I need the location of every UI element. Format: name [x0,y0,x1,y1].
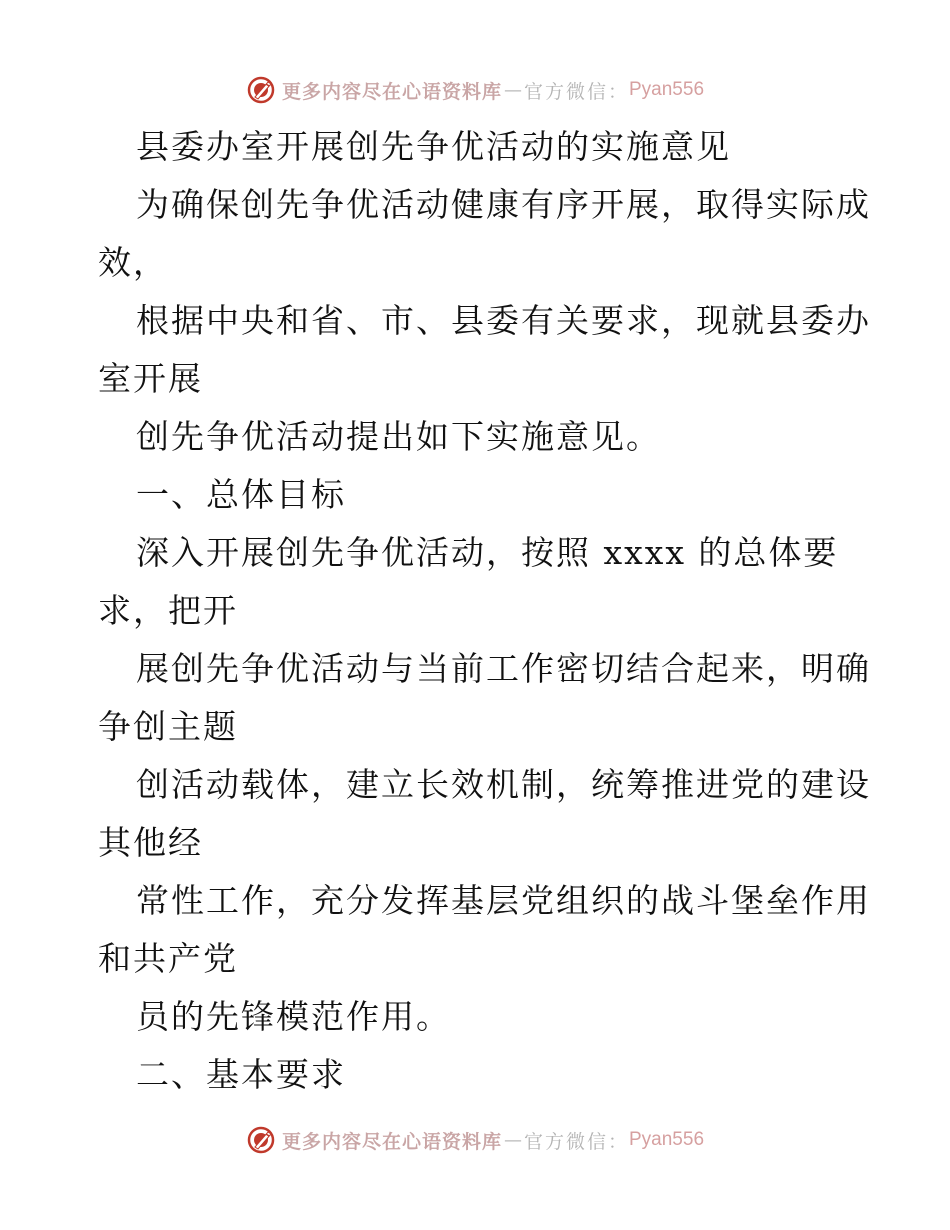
watermark-wechat-id: Pyan556 [629,1129,705,1150]
watermark-site-text: 更多内容尽在心语资料库 [281,1130,502,1153]
header-watermark [0,70,950,110]
doc-line: 室开展 [98,359,203,398]
watermark-site-text: 更多内容尽在心语资料库 [281,80,502,103]
doc-line: 争创主题 [98,707,238,746]
doc-line: 效， [98,243,168,282]
doc-line: 为确保创先争优活动健康有序开展，取得实际成 [136,185,871,224]
watermark-official-text: 官方微信： [523,1130,629,1153]
doc-line: 员的先锋模范作用。 [136,997,451,1036]
watermark-dash: — [503,1129,522,1151]
doc-line: 和共产党 [98,939,238,978]
watermark-dash: — [503,79,522,101]
doc-line: 展创先争优活动与当前工作密切结合起来，明确 [136,649,871,688]
doc-line: 创先争优活动提出如下实施意见。 [136,417,661,456]
pen-logo-icon [246,75,276,105]
watermark-official-text: 官方微信： [523,80,629,103]
doc-line: 根据中央和省、市、县委有关要求，现就县委办 [136,301,871,340]
doc-line: 一、总体目标 [136,475,346,514]
pen-logo-icon [246,1125,276,1155]
document-body [98,118,871,1104]
doc-line: 深入开展创先争优活动，按照 xxxx 的总体要 [136,533,839,572]
doc-line: 其他经 [98,823,203,862]
doc-line: 创活动载体，建立长效机制，统筹推进党的建设 [136,765,871,804]
doc-line: 求，把开 [98,591,238,630]
doc-line: 二、基本要求 [136,1055,346,1094]
footer-watermark [0,1120,950,1160]
watermark-wechat-id: Pyan556 [629,79,705,100]
doc-line: 县委办室开展创先争优活动的实施意见 [136,127,731,166]
doc-line: 常性工作，充分发挥基层党组织的战斗堡垒作用 [136,881,871,920]
